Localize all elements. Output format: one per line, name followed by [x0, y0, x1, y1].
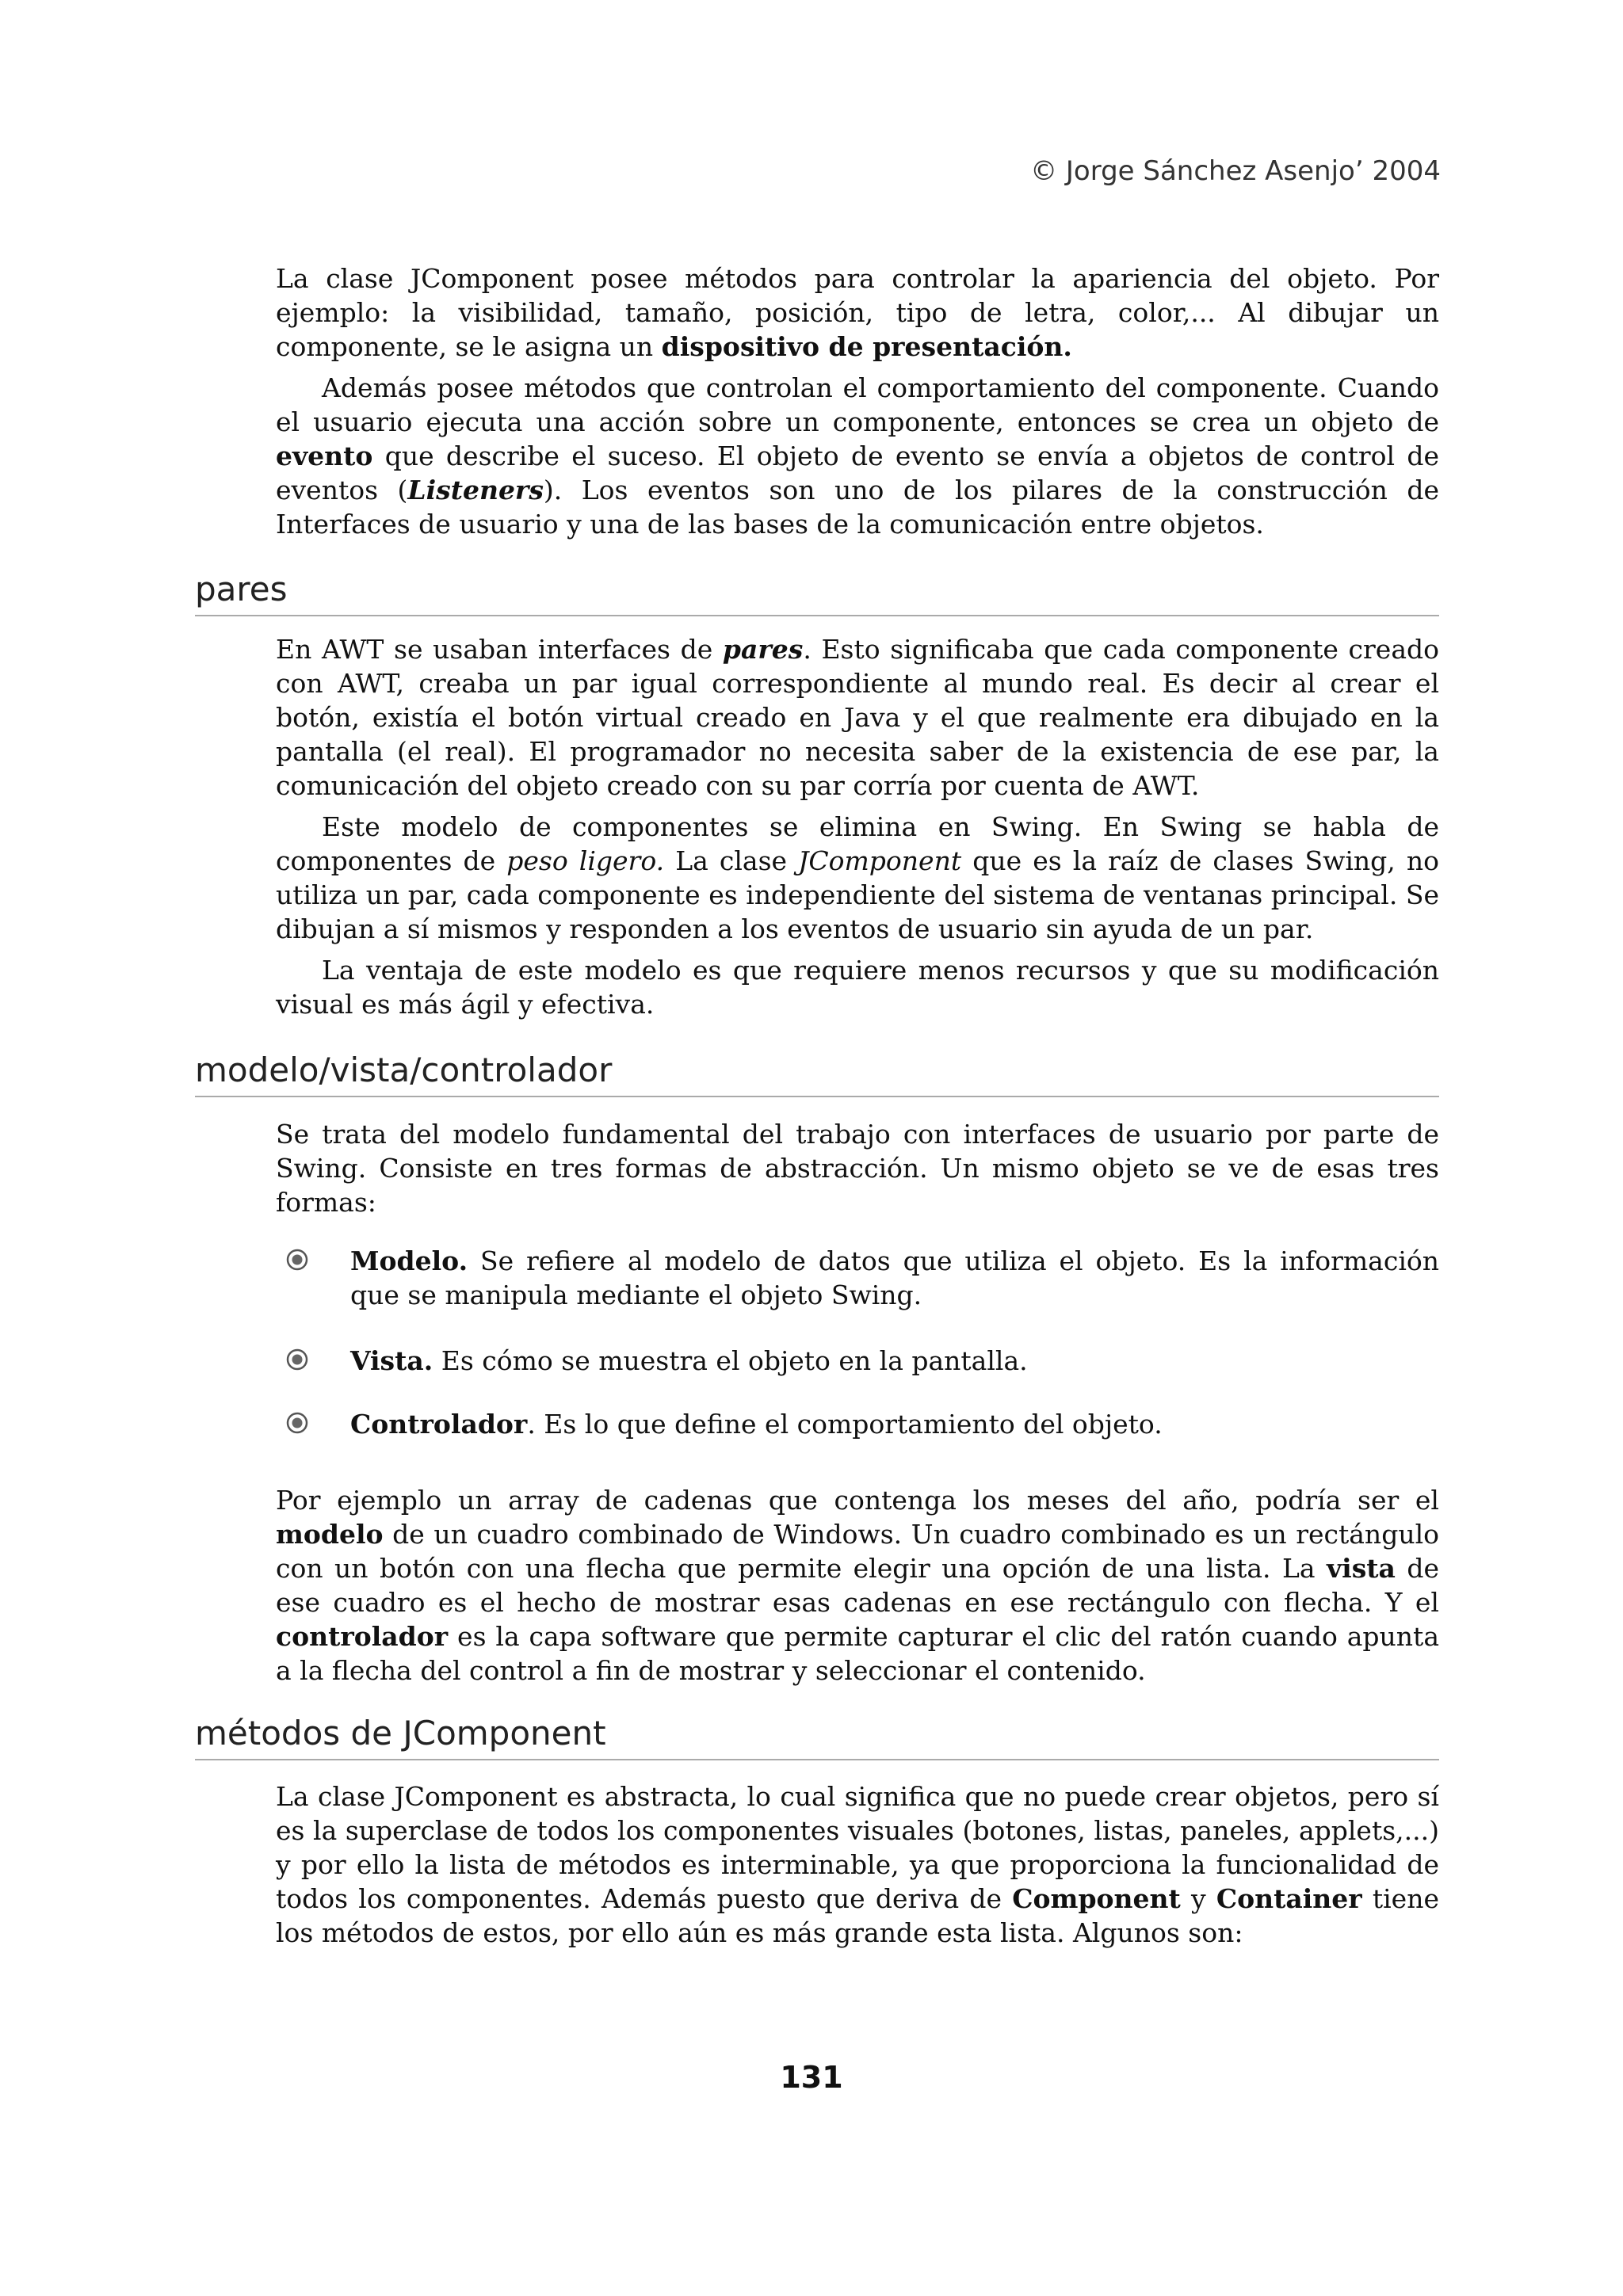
mvc-intro-block [276, 1117, 1439, 1219]
list-item-text [350, 1407, 1439, 1441]
radio-bullet-icon [285, 1411, 309, 1435]
text-run: Por ejemplo un array de cadenas que contenga los meses del año, podría ser el [276, 1485, 1439, 1516]
section-title-pares: pares [195, 569, 1439, 616]
intro-block [276, 261, 1439, 541]
section-title-metodos: métodos de JComponent [195, 1713, 1439, 1760]
bold-term: controlador [276, 1621, 449, 1652]
italic-term: JComponent [798, 845, 962, 876]
text-run: que describe el suceso. El objeto de evento se envía a objetos de control de eventos ( [276, 441, 1439, 505]
text-run: Es cómo se muestra el objeto en la pantalla. [433, 1345, 1028, 1376]
list-item-modelo [285, 1244, 1439, 1312]
text-run: y [1180, 1883, 1216, 1914]
bold-term: Component [1012, 1883, 1181, 1914]
radio-bullet-icon [285, 1248, 309, 1272]
list-item-vista [285, 1344, 1439, 1378]
mvc-paragraph-2 [276, 1483, 1439, 1688]
text-run: de un cuadro combinado de Windows. Un cuadro combinado es un rectángulo con un botón con una flecha que permite elegir una opción de una lista. La [276, 1519, 1439, 1584]
list-item-text [350, 1344, 1439, 1378]
list-item-controlador [285, 1407, 1439, 1441]
intro-paragraph-2 [276, 371, 1439, 541]
page-number: 131 [780, 2060, 843, 2095]
radio-bullet-icon [285, 1348, 309, 1371]
bold-term: Vista. [350, 1345, 433, 1376]
text-run: La clase JComponent posee métodos para controlar la apariencia del objeto. Por ejemplo: la visibilidad, tamaño, posición, tipo de letra, color,... Al dibujar un componente, se le asigna un [276, 263, 1439, 362]
bold-term: Modelo. [350, 1245, 468, 1276]
pares-paragraph-1 [276, 632, 1439, 803]
bold-term: Controlador [350, 1409, 528, 1440]
metodos-block [276, 1779, 1439, 1950]
bold-term: dispositivo de presentación. [661, 331, 1072, 362]
text-run: de ese cuadro es el hecho de mostrar esas cadenas en ese rectángulo con flecha. Y el [276, 1553, 1439, 1618]
bold-italic-term: Listeners [407, 475, 544, 505]
text-run: tiene los métodos de estos, por ello aún es más grande esta lista. Algunos son: [276, 1883, 1439, 1948]
italic-term: peso ligero. [506, 845, 665, 876]
text-run: . Es lo que define el comportamiento del objeto. [527, 1409, 1163, 1440]
bold-term: evento [276, 441, 373, 471]
text-run: En AWT se usaban interfaces de [276, 634, 723, 665]
intro-paragraph-1 [276, 261, 1439, 364]
mvc-paragraph-1: Se trata del modelo fundamental del trabajo con interfaces de usuario por parte de Swing. Consiste en tres formas de abstracción. Un mismo objeto se ve de esas tres formas: [276, 1119, 1439, 1218]
section-title-mvc: modelo/vista/controlador [195, 1050, 1439, 1097]
bold-term: modelo [276, 1519, 384, 1550]
mvc-example-block [276, 1483, 1439, 1688]
text-run: que es la raíz de clases Swing, no utiliza un par, cada componente es independiente del sistema de ventanas principal. Se dibujan a sí mismos y responden a los eventos de usuario sin ayuda de un par. [276, 845, 1440, 944]
bold-italic-term: pares [722, 634, 804, 665]
text-run: . Esto significaba que cada componente creado con AWT, creaba un par igual correspondiente al mundo real. Es decir al crear el botón, existía el botón virtual creado en Java y el que realmente era dibujado en la pantalla (el real). El programador no necesita saber de la existencia de ese par, la comunicación del objeto creado con su par corría por cuenta de AWT. [276, 634, 1439, 801]
text-run: ). Los eventos son uno de los pilares de la construcción de Interfaces de usuario y una de las bases de la comunicación entre objetos. [276, 475, 1439, 540]
text-run: es la capa software que permite capturar el clic del ratón cuando apunta a la flecha del control a fin de mostrar y seleccionar el contenido. [276, 1621, 1439, 1686]
bold-term: vista [1326, 1553, 1396, 1584]
text-run: La clase [664, 845, 799, 876]
text-run: La clase JComponent es abstracta, lo cual significa que no puede crear objetos, pero sí es la superclase de todos los componentes visuales (botones, listas, paneles, applets,...) y por ello la lista de métodos es interminable, ya que proporciona la funcionalidad de todos los componentes. Además puesto que deriva de [276, 1781, 1439, 1914]
text-run: Además posee métodos que controlan el comportamiento del componente. Cuando el usuario ejecuta una acción sobre un componente, entonces se crea un objeto de [276, 372, 1439, 437]
metodos-paragraph-1 [276, 1779, 1439, 1950]
bold-term: Container [1216, 1883, 1362, 1914]
pares-paragraph-2 [276, 810, 1439, 946]
text-run: Este modelo de componentes se elimina en Swing. En Swing se habla de componentes de [276, 811, 1439, 876]
page-header-copyright: © Jorge Sánchez Asenjo’ 2004 [1030, 155, 1441, 187]
list-item-text [350, 1244, 1439, 1312]
pares-paragraph-3: La ventaja de este modelo es que requiere menos recursos y que su modificación visual es más ágil y efectiva. [276, 955, 1439, 1020]
text-run: Se refiere al modelo de datos que utiliza el objeto. Es la información que se manipula mediante el objeto Swing. [350, 1245, 1439, 1310]
pares-block [276, 632, 1439, 1021]
